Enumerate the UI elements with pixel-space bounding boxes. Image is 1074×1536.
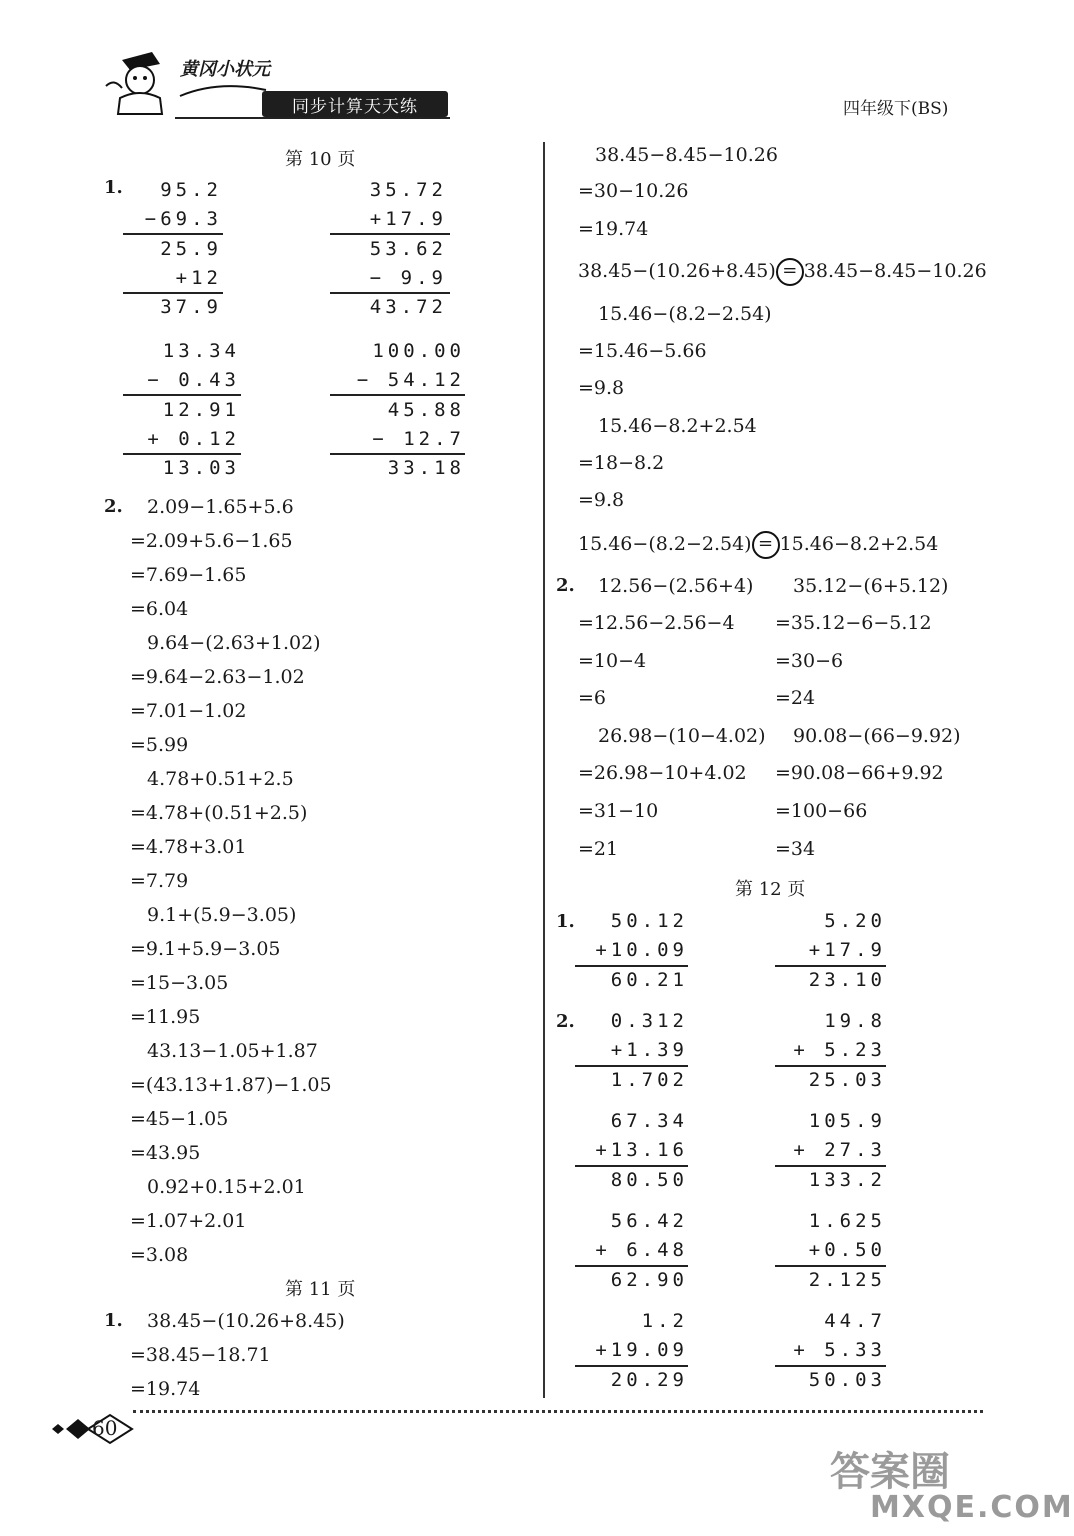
calc-line: 2.125 (808, 1268, 886, 1291)
calc-line: 53.62 (369, 237, 447, 260)
calc-step: =5.99 (130, 734, 189, 756)
vertical-calc-r5 (570, 1107, 688, 1195)
calc-line: 35.72 (369, 179, 447, 201)
comparison-1 (578, 258, 987, 286)
calc-step: =9.64−2.63−1.02 (130, 666, 305, 688)
p11-question-1-label: 1. (104, 1310, 123, 1331)
calc-line: 20.29 (610, 1368, 688, 1391)
calc-line: 62.90 (610, 1268, 688, 1291)
calc-step: =19.74 (578, 218, 649, 240)
calc-step: =43.95 (130, 1142, 201, 1164)
calc-step: =10−4 (578, 650, 647, 672)
vertical-calc-r7 (570, 1207, 688, 1295)
p12-question-1-label: 1. (556, 911, 575, 932)
calc-line: 43.72 (369, 296, 447, 319)
column-divider (543, 142, 545, 1398)
calc-rule (123, 394, 241, 396)
vertical-calc-r8 (770, 1207, 886, 1295)
vertical-calc-4 (325, 337, 465, 483)
calc-step: =4.78+3.01 (130, 836, 247, 858)
vertical-calc-r1 (570, 907, 688, 995)
comparison-right: 38.45−8.45−10.26 (803, 260, 987, 282)
watermark-logo: 答案圈 (830, 1449, 950, 1495)
calc-step: =7.01−1.02 (130, 700, 247, 722)
right-question-2-label: 2. (556, 575, 575, 596)
calc-line: 67.34 (610, 1110, 688, 1132)
calc-line: −69.3 (144, 208, 222, 231)
calc-step: 9.64−(2.63+1.02) (147, 632, 321, 654)
calc-rule (775, 1265, 886, 1267)
calc-line: − 9.9 (369, 266, 447, 289)
calc-step: 43.13−1.05+1.87 (147, 1040, 318, 1062)
calc-step: 15.46−8.2+2.54 (598, 415, 757, 437)
calc-line: − 12.7 (372, 427, 465, 450)
calc-line: + 27.3 (793, 1139, 886, 1162)
calc-rule (575, 1165, 688, 1167)
calc-rule (575, 1365, 688, 1367)
calc-line: 60.21 (610, 968, 688, 991)
calc-step: 90.08−(66−9.92) (793, 725, 961, 747)
brand-swoosh (178, 80, 268, 100)
calc-line: +19.09 (595, 1339, 688, 1362)
calc-line: +12 (175, 266, 222, 289)
calc-rule (775, 1065, 886, 1067)
question-1-label: 1. (104, 177, 123, 198)
page-11-title: 第 11 页 (285, 1279, 356, 1300)
calc-step: =9.8 (578, 489, 625, 511)
vertical-calc-2 (325, 176, 447, 322)
series-banner: 同步计算天天练 (262, 91, 448, 117)
vertical-calc-r10 (770, 1307, 886, 1395)
calc-step: =30−10.26 (578, 180, 689, 202)
calc-rule (775, 1365, 886, 1367)
calc-step: =9.8 (578, 377, 625, 399)
comparison-left: 15.46−(8.2−2.54) (578, 533, 752, 555)
calc-line: + 6.48 (595, 1239, 688, 1262)
calc-line: 80.50 (610, 1168, 688, 1191)
calc-line: 50.03 (808, 1368, 886, 1391)
calc-step: 35.12−(6+5.12) (793, 575, 949, 597)
vertical-calc-r6 (770, 1107, 886, 1195)
vertical-calc-3 (118, 337, 240, 483)
calc-line: 95.2 (160, 179, 222, 201)
calc-step: =6.04 (130, 598, 189, 620)
calc-rule (330, 292, 450, 294)
calc-rule (775, 965, 886, 967)
calc-line: 13.34 (162, 340, 240, 362)
calc-line: 25.03 (808, 1068, 886, 1091)
calc-step: =34 (775, 838, 816, 860)
footer-dotted-line (133, 1410, 983, 1413)
calc-line: − 0.43 (147, 369, 240, 392)
comparison-right: 15.46−8.2+2.54 (779, 533, 939, 555)
calc-rule (775, 1165, 886, 1167)
calc-step: 4.78+0.51+2.5 (147, 768, 294, 790)
calc-step: =7.79 (130, 870, 189, 892)
calc-line: 50.12 (610, 910, 688, 932)
mascot-logo (100, 48, 180, 118)
calc-step: =15.46−5.66 (578, 340, 707, 362)
calc-step: =1.07+2.01 (130, 1210, 247, 1232)
calc-line: + 5.33 (793, 1339, 886, 1362)
calc-step: =11.95 (130, 1006, 201, 1028)
calc-step: =30−6 (775, 650, 844, 672)
calc-step: =3.08 (130, 1244, 189, 1266)
p12-question-2-label: 2. (556, 1011, 575, 1032)
calc-step: 38.45−8.45−10.26 (595, 144, 778, 166)
calc-step: 9.1+(5.9−3.05) (147, 904, 297, 926)
calc-step: =26.98−10+4.02 (578, 762, 747, 784)
calc-step: =15−3.05 (130, 972, 229, 994)
watermark-url: MXQE.COM (870, 1490, 1074, 1525)
calc-step: =12.56−2.56−4 (578, 612, 735, 634)
calc-rule (575, 1065, 688, 1067)
calc-line: 133.2 (808, 1168, 886, 1191)
calc-step: =24 (775, 687, 816, 709)
calc-rule (123, 292, 223, 294)
circled-equals-symbol: = (776, 258, 804, 286)
vertical-calc-r3 (570, 1007, 688, 1095)
vertical-calc-r4 (770, 1007, 886, 1095)
header-underline (175, 117, 450, 119)
grade-label: 四年级下(BS) (843, 99, 949, 119)
calc-step: =7.69−1.65 (130, 564, 247, 586)
calc-step: =6 (578, 687, 607, 709)
calc-step: =90.08−66+9.92 (775, 762, 944, 784)
calc-line: +1.39 (610, 1039, 688, 1062)
calc-line: +17.9 (808, 939, 886, 962)
calc-rule (575, 965, 688, 967)
calc-step: =31−10 (578, 800, 659, 822)
calc-step: =21 (578, 838, 619, 860)
comparison-2 (578, 531, 938, 559)
vertical-calc-1 (118, 176, 222, 322)
calc-step: 38.45−(10.26+8.45) (147, 1310, 345, 1332)
vertical-calc-r2 (770, 907, 886, 995)
calc-step: =45−1.05 (130, 1108, 229, 1130)
calc-line: +0.50 (808, 1239, 886, 1262)
page-12-title: 第 12 页 (735, 879, 806, 900)
calc-line: 1.702 (610, 1068, 688, 1091)
vertical-calc-r9 (570, 1307, 688, 1395)
calc-line: 45.88 (387, 398, 465, 421)
calc-step: 26.98−(10−4.02) (598, 725, 766, 747)
calc-line: − 54.12 (356, 369, 465, 392)
calc-rule (123, 453, 241, 455)
calc-step: =38.45−18.71 (130, 1344, 271, 1366)
calc-line: 25.9 (160, 237, 222, 260)
calc-line: 23.10 (808, 968, 886, 991)
calc-step: =9.1+5.9−3.05 (130, 938, 281, 960)
calc-step: 2.09−1.65+5.6 (147, 496, 294, 518)
calc-line: 1.2 (641, 1310, 688, 1332)
calc-step: =100−66 (775, 800, 868, 822)
calc-line: +17.9 (369, 208, 447, 231)
calc-step: =4.78+(0.51+2.5) (130, 802, 308, 824)
calc-line: 33.18 (387, 457, 465, 480)
calc-line: 37.9 (160, 296, 222, 319)
calc-rule (123, 233, 223, 235)
calc-step: =35.12−6−5.12 (775, 612, 932, 634)
calc-step: =18−8.2 (578, 452, 665, 474)
brand-title: 黄冈小状元 (180, 59, 270, 80)
calc-line: 12.91 (162, 398, 240, 421)
calc-line: 5.20 (824, 910, 886, 932)
calc-line: 13.03 (162, 457, 240, 480)
calc-line: 1.625 (808, 1210, 886, 1232)
calc-step: 15.46−(8.2−2.54) (598, 303, 772, 325)
calc-line: 100.00 (372, 340, 465, 362)
calc-line: 0.312 (610, 1010, 688, 1032)
calc-rule (330, 453, 465, 455)
calc-line: +13.16 (595, 1139, 688, 1162)
circled-equals-symbol: = (752, 531, 780, 559)
calc-line: 105.9 (808, 1110, 886, 1132)
calc-rule (330, 233, 450, 235)
comparison-left: 38.45−(10.26+8.45) (578, 260, 776, 282)
calc-line: 19.8 (824, 1010, 886, 1032)
calc-line: + 0.12 (147, 427, 240, 450)
calc-step: 0.92+0.15+2.01 (147, 1176, 306, 1198)
page-number: 60 (92, 1416, 118, 1440)
question-2-label: 2. (104, 496, 123, 517)
calc-step: 12.56−(2.56+4) (598, 575, 754, 597)
calc-step: =(43.13+1.87)−1.05 (130, 1074, 332, 1096)
calc-step: =19.74 (130, 1378, 201, 1400)
calc-line: 44.7 (824, 1310, 886, 1332)
calc-rule (575, 1265, 688, 1267)
calc-line: + 5.23 (793, 1039, 886, 1062)
calc-rule (330, 394, 465, 396)
calc-step: =2.09+5.6−1.65 (130, 530, 293, 552)
calc-line: +10.09 (595, 939, 688, 962)
page-10-title: 第 10 页 (285, 149, 356, 170)
calc-line: 56.42 (610, 1210, 688, 1232)
